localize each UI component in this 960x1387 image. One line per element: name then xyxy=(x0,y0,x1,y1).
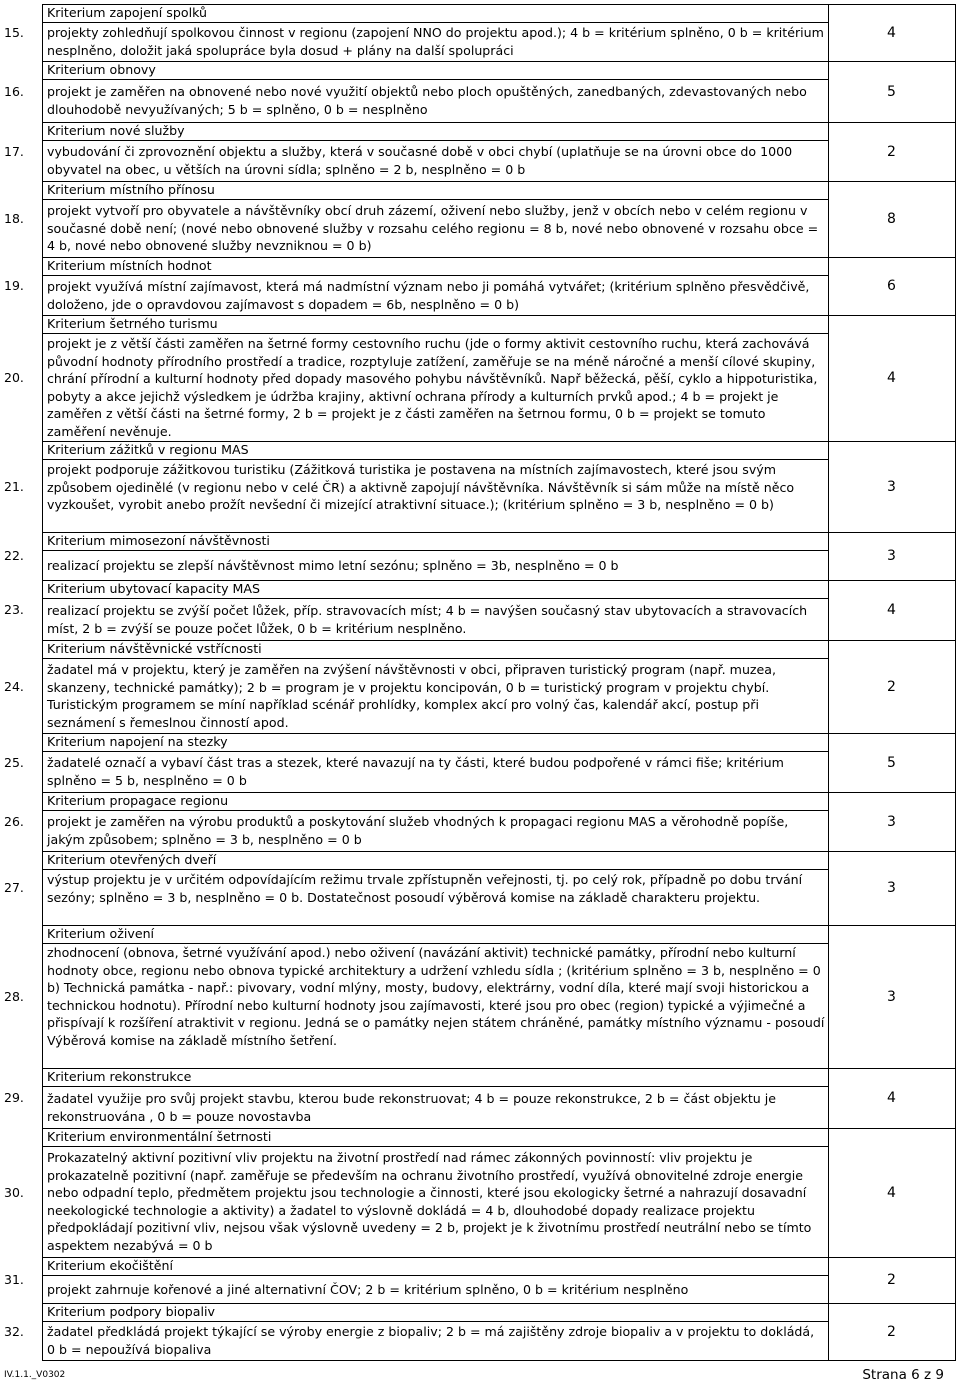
criterion-title: Kriterium obnovy xyxy=(42,61,829,80)
row-divider xyxy=(42,532,956,533)
criterion-row xyxy=(0,851,960,925)
criterion-text-cell xyxy=(42,441,829,532)
criterion-text-cell xyxy=(42,4,829,61)
table-right-border xyxy=(955,4,956,1360)
criterion-description: žadatel předkládá projekt týkající se výroby energie z biopaliv; 2 b = má zajištěny zdroje biopaliv a v projektu to dokládá, 0 b = nepoužívá biopaliva xyxy=(42,1322,829,1360)
criterion-points: 2 xyxy=(887,1272,896,1288)
criterion-points: 2 xyxy=(887,144,896,160)
criterion-number: 21. xyxy=(4,479,24,494)
criterion-text-cell xyxy=(42,315,829,441)
criterion-text-cell xyxy=(42,1068,829,1128)
criterion-title: Kriterium napojení na stezky xyxy=(42,733,829,752)
criterion-title: Kriterium ekočištění xyxy=(42,1257,829,1276)
criterion-row xyxy=(0,640,960,733)
criterion-title: Kriterium propagace regionu xyxy=(42,792,829,811)
criterion-title: Kriterium oživení xyxy=(42,925,829,944)
criterion-points: 2 xyxy=(887,1324,896,1340)
criterion-description: Prokazatelný aktivní pozitivní vliv projektu na životní prostředí nad rámec zákonných povinností: vliv projektu je prokazatelně pozitivní (např. zaměřuje se především na ochranu životního prostředí, využívá obnovitelné zdroje energie nebo odpadní teplo, předmětem projektu jsou technologie a činnosti, které jsou ekologicky šetrné a nahrazují dosavadní neekologické technologie a aktivity) a žadatel to výslovně dokládá = 4 b, dlouhodobé dopady realizace projektu předpokládají pozitivní vliv, nejsou však výslovně uvedeny = 2 b, projekt je k životnímu prostředí neutrální nebo se tímto aspektem nezabývá = 0 b xyxy=(42,1147,829,1257)
criterion-title: Kriterium nové služby xyxy=(42,122,829,141)
criterion-number: 17. xyxy=(4,144,24,159)
criterion-number: 18. xyxy=(4,211,24,226)
criterion-number: 29. xyxy=(4,1090,24,1105)
document-code: IV.1.1._V0302 xyxy=(4,1370,66,1380)
row-divider xyxy=(42,640,956,641)
criterion-points: 5 xyxy=(887,84,896,100)
criterion-points: 3 xyxy=(887,880,896,896)
criterion-description: projekty zohledňují spolkovou činnost v regionu (zapojení NNO do projektu apod.); 4 b = kritérium splněno, 0 b = kritérium nesplněno, doložit jaká spolupráce byla dosud + plány na další spolupráci xyxy=(42,23,829,61)
criterion-points: 3 xyxy=(887,548,896,564)
page-number: Strana 6 z 9 xyxy=(862,1367,944,1383)
criterion-text-cell xyxy=(42,532,829,580)
criterion-number: 23. xyxy=(4,602,24,617)
table-bottom-border xyxy=(42,1360,956,1361)
criterion-number: 30. xyxy=(4,1185,24,1200)
criterion-points: 4 xyxy=(887,1185,896,1201)
criterion-title: Kriterium místního přínosu xyxy=(42,181,829,200)
criterion-row xyxy=(0,1068,960,1128)
criterion-row xyxy=(0,925,960,1068)
row-divider xyxy=(42,1128,956,1129)
criterion-title: Kriterium podpory biopaliv xyxy=(42,1303,829,1322)
criterion-text-cell xyxy=(42,257,829,315)
row-divider xyxy=(42,580,956,581)
criterion-row xyxy=(0,257,960,315)
row-divider xyxy=(42,61,956,62)
row-divider xyxy=(42,851,956,852)
criterion-number: 25. xyxy=(4,755,24,770)
criterion-text-cell xyxy=(42,792,829,851)
criterion-description: projekt je z větší části zaměřen na šetrné formy cestovního ruchu (jde o formy aktivit cestovního ruchu, která zachovává původní hodnoty přírodního prostředí a tradice, rozptyluje zatížení, zaměřuje se na méně náročné a menší cílové skupiny, chrání přírodní a kulturní hodnoty před dopady masového pohybu návštěvníků. Např běžecká, pěší, cyklo a hippoturistika, pobyty a akce jejichž výsledkem je údržba krajiny, aktivní ochrana přírody a kulturních prvků apod.; 4 b = projekt je zaměřen z větší části na šetrné formy, 2 b = projekt je z části zaměřen na šetrnou formu, 0 b = projekt se tomuto zaměření nevěnuje. xyxy=(42,334,829,441)
criterion-text-cell xyxy=(42,181,829,257)
criterion-description: projekt využívá místní zajímavost, která má nadmístní význam nebo ji pomáhá vytvářet; (kritérium splněno přesvědčivě, doloženo, jde o opravdovou zajímavost s dopadem = 6b, nesplněno = 0 b) xyxy=(42,276,829,315)
criterion-text-cell xyxy=(42,640,829,733)
criterion-number: 22. xyxy=(4,548,24,563)
criterion-number: 24. xyxy=(4,679,24,694)
criterion-title: Kriterium zapojení spolků xyxy=(42,4,829,23)
criterion-title: Kriterium návštěvnické vstřícnosti xyxy=(42,640,829,659)
criterion-description: realizací projektu se zlepší návštěvnost mimo letní sezónu; splněno = 3b, nesplněno = 0 b xyxy=(42,551,829,580)
criterion-points: 4 xyxy=(887,370,896,386)
criterion-text-cell xyxy=(42,925,829,1068)
row-divider xyxy=(42,1068,956,1069)
criterion-number: 16. xyxy=(4,84,24,99)
criterion-description: realizací projektu se zvýší počet lůžek, příp. stravovacích míst; 4 b = navýšen současný stav ubytovacích a stravovacích míst, 2 b = zvýší se pouze počet lůžek, 0 b = kritérium nesplněno. xyxy=(42,599,829,640)
criterion-row xyxy=(0,315,960,441)
criterion-description: vybudování či zprovoznění objektu a služby, která v současné době v obci chybí (uplatňuje se na úrovni obce do 1000 obyvatel na obec, u větších na úrovni sídla; splněno = 2 b, nesplněno = 0 b xyxy=(42,141,829,181)
criterion-description: zhodnocení (obnova, šetrné využívání apod.) nebo oživení (navázání aktivit) technické památky, přírodní nebo kulturní hodnoty obce, regionu nebo obnova typické architektury a udržení vzhledu sídla ; (kritérium splněno = 3 b, nesplněno = 0 b) Technická památka - např.: pivovary, vodní mlýny, mosty, budovy, elektrárny, vodní díla, které mají svoji historickou a technickou hodnotu). Přírodní nebo kulturní hodnoty jsou zajímavosti, které jsou pro obec (region) typické a výjimečné a přispívají k rozšíření atraktivit v regionu. Jedná se o památky nejen státem chráněné, památky místního významu - posoudí Výběrová komise na základě místního šetření. xyxy=(42,944,829,1068)
criterion-title: Kriterium environmentální šetrnosti xyxy=(42,1128,829,1147)
criterion-title: Kriterium ubytovací kapacity MAS xyxy=(42,580,829,599)
criterion-description: projekt je zaměřen na obnovené nebo nové využití objektů nebo ploch opuštěných, zanedbaných, zdevastovaných nebo dlouhodobě nevyužívaných; 5 b = splněno, 0 b = nesplněno xyxy=(42,80,829,122)
criterion-number: 32. xyxy=(4,1324,24,1339)
criterion-points: 3 xyxy=(887,989,896,1005)
criterion-text-cell xyxy=(42,1257,829,1303)
criterion-points: 4 xyxy=(887,602,896,618)
row-divider xyxy=(42,257,956,258)
criterion-description: projekt vytvoří pro obyvatele a návštěvníky obcí druh zázemí, oživení nebo služby, jenž v obcích nebo v celém regionu v současné době není; (nové nebo obnovené služby v rozsahu celého regionu = 8 b, nové nebo obnovené v rozsahu obce = 4 b, nové nebo obnovené služby nevzniknou = 0 b) xyxy=(42,200,829,257)
criterion-description: žadatel má v projektu, který je zaměřen na zvýšení návštěvnosti v obci, připraven turistický program (např. muzea, skanzeny, technické památky); 2 b = program je v projektu koncipován, 0 b = turistický program v projektu chybí. Turistickým programem se míní například scénář prohlídky, komplex akcí pro volný čas, kalendář akcí, postup při seznámení s řemeslnou činností apod. xyxy=(42,659,829,733)
criterion-title: Kriterium zážitků v regionu MAS xyxy=(42,441,829,460)
criterion-title: Kriterium rekonstrukce xyxy=(42,1068,829,1087)
criterion-number: 31. xyxy=(4,1272,24,1287)
criterion-number: 19. xyxy=(4,278,24,293)
criterion-number: 15. xyxy=(4,25,24,40)
criterion-points: 2 xyxy=(887,679,896,695)
criterion-points: 8 xyxy=(887,211,896,227)
criterion-number: 20. xyxy=(4,370,24,385)
criterion-number: 26. xyxy=(4,814,24,829)
row-divider xyxy=(42,733,956,734)
criterion-description: projekt podporuje zážitkovou turistiku (Zážitková turistika je postavena na místních zajímavostech, které jsou svým způsobem ojedinělé (v regionu nebo v celé ČR) a aktivně zapojují návštěvníka. Návštěvník si sám může na místě něco vyzkoušet, vyrobit anebo prožít nevšední či mizející atraktivní situace.); (kritérium splněno = 3 b, nesplněno = 0 b) xyxy=(42,460,829,532)
criterion-text-cell xyxy=(42,1128,829,1257)
criterion-row xyxy=(0,1257,960,1303)
criterion-row xyxy=(0,441,960,532)
criterion-row xyxy=(0,1303,960,1360)
row-divider xyxy=(42,4,956,5)
row-divider xyxy=(42,792,956,793)
row-divider xyxy=(42,925,956,926)
criterion-title: Kriterium místních hodnot xyxy=(42,257,829,276)
criterion-points: 3 xyxy=(887,814,896,830)
criterion-title: Kriterium otevřených dveří xyxy=(42,851,829,870)
criterion-row xyxy=(0,181,960,257)
row-divider xyxy=(42,122,956,123)
criterion-row xyxy=(0,1128,960,1257)
criterion-text-cell xyxy=(42,580,829,640)
criterion-row xyxy=(0,4,960,61)
criterion-points: 3 xyxy=(887,479,896,495)
criterion-text-cell xyxy=(42,122,829,181)
criterion-text-cell xyxy=(42,1303,829,1360)
criterion-points: 5 xyxy=(887,755,896,771)
criterion-number: 27. xyxy=(4,880,24,895)
criterion-text-cell xyxy=(42,61,829,122)
row-divider xyxy=(42,441,956,442)
criterion-row xyxy=(0,122,960,181)
criterion-text-cell xyxy=(42,733,829,792)
row-divider xyxy=(42,315,956,316)
criterion-points: 4 xyxy=(887,25,896,41)
criterion-description: výstup projektu je v určitém odpovídajícím režimu trvale zpřístupněn veřejnosti, tj. po celý rok, případně po dobu trvání sezóny; splněno = 3 b, nesplněno = 0 b. Dostatečnost posoudí výběrová komise na základě charakteru projektu. xyxy=(42,870,829,925)
criterion-description: projekt je zaměřen na výrobu produktů a poskytování služeb vhodných k propagaci regionu MAS a věrohodně popíše, jakým způsobem; splněno = 3 b, nesplněno = 0 b xyxy=(42,811,829,851)
criterion-row xyxy=(0,580,960,640)
row-divider xyxy=(42,1303,956,1304)
criterion-description: žadatel využije pro svůj projekt stavbu, kterou bude rekonstruovat; 4 b = pouze rekonstrukce, 2 b = část objektu je rekonstruována , 0 b = pouze novostavba xyxy=(42,1087,829,1128)
criterion-title: Kriterium mimosezoní návštěvnosti xyxy=(42,532,829,551)
row-divider xyxy=(42,181,956,182)
criterion-points: 6 xyxy=(887,278,896,294)
criterion-text-cell xyxy=(42,851,829,925)
criterion-description: projekt zahrnuje kořenové a jiné alternativní ČOV; 2 b = kritérium splněno, 0 b = kritérium nesplněno xyxy=(42,1276,829,1303)
criterion-row xyxy=(0,733,960,792)
criterion-row xyxy=(0,532,960,580)
criterion-number: 28. xyxy=(4,989,24,1004)
criterion-row xyxy=(0,792,960,851)
criterion-points: 4 xyxy=(887,1090,896,1106)
criterion-title: Kriterium šetrného turismu xyxy=(42,315,829,334)
row-divider xyxy=(42,1257,956,1258)
criterion-row xyxy=(0,61,960,122)
criterion-description: žadatelé označí a vybaví část tras a stezek, které navazují na ty části, které budou podpořené v rámci fiše; kritérium splněno = 5 b, nesplněno = 0 b xyxy=(42,752,829,792)
